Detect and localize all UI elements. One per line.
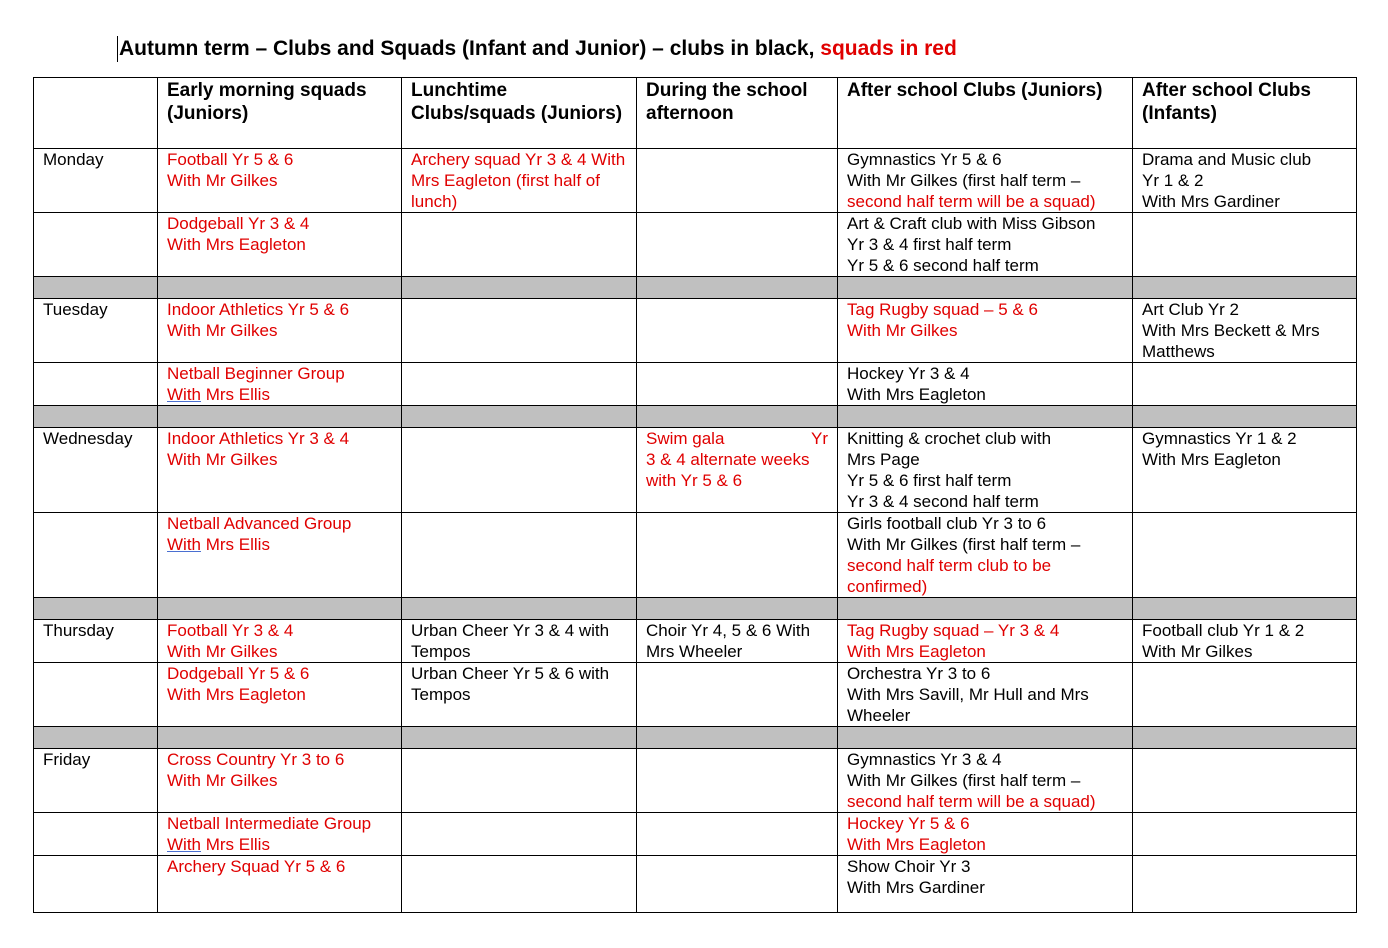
day-label: Friday bbox=[34, 749, 158, 813]
cell-lunch bbox=[402, 363, 637, 406]
cell-afternoon bbox=[637, 513, 838, 598]
page-title bbox=[117, 36, 957, 62]
cell-early: Dodgeball Yr 5 & 6 With Mrs Eagleton bbox=[158, 663, 402, 727]
cell-after-infants bbox=[1133, 213, 1357, 277]
cell-afternoon bbox=[637, 363, 838, 406]
cell-afternoon bbox=[637, 813, 838, 856]
cell-lunch: Urban Cheer Yr 5 & 6 with Tempos bbox=[402, 663, 637, 727]
cell-after-juniors: Show Choir Yr 3 With Mrs Gardiner bbox=[838, 856, 1133, 913]
day-label-empty bbox=[34, 213, 158, 277]
cell-after-infants bbox=[1133, 856, 1357, 913]
cell-early: Netball Intermediate Group With Mrs Ellis bbox=[158, 813, 402, 856]
day-label-empty bbox=[34, 663, 158, 727]
day-label: Monday bbox=[34, 149, 158, 213]
day-label: Wednesday bbox=[34, 428, 158, 513]
cell-lunch bbox=[402, 213, 637, 277]
cell-after-infants bbox=[1133, 813, 1357, 856]
cell-afternoon bbox=[637, 856, 838, 913]
separator-row bbox=[34, 598, 1357, 620]
cell-after-infants bbox=[1133, 513, 1357, 598]
cell-afternoon bbox=[637, 213, 838, 277]
header-early-morning: Early morning squads (Juniors) bbox=[158, 78, 402, 149]
cell-after-infants bbox=[1133, 749, 1357, 813]
cell-after-infants bbox=[1133, 363, 1357, 406]
title-black: Autumn term – Clubs and Squads (Infant and Junior) – clubs in black, bbox=[119, 37, 815, 60]
cell-lunch bbox=[402, 513, 637, 598]
cell-after-juniors: Gymnastics Yr 3 & 4 With Mr Gilkes (first half term – second half term will be a squad) bbox=[838, 749, 1133, 813]
header-after-school-juniors: After school Clubs (Juniors) bbox=[838, 78, 1133, 149]
cell-after-juniors: Knitting & crochet club with Mrs Page Yr 5 & 6 first half term Yr 3 & 4 second half term bbox=[838, 428, 1133, 513]
day-label-empty bbox=[34, 813, 158, 856]
day-label: Tuesday bbox=[34, 299, 158, 363]
separator-row bbox=[34, 406, 1357, 428]
table-row bbox=[34, 363, 1357, 406]
table-row bbox=[34, 513, 1357, 598]
cell-afternoon: Choir Yr 4, 5 & 6 With Mrs Wheeler bbox=[637, 620, 838, 663]
cell-afternoon bbox=[637, 749, 838, 813]
cell-after-juniors: Art & Craft club with Miss Gibson Yr 3 & 4 first half term Yr 5 & 6 second half term bbox=[838, 213, 1133, 277]
day-label-empty bbox=[34, 363, 158, 406]
table-row bbox=[34, 299, 1357, 363]
cell-early: Netball Beginner Group With Mrs Ellis bbox=[158, 363, 402, 406]
table-row bbox=[34, 663, 1357, 727]
cell-lunch bbox=[402, 856, 637, 913]
table-row bbox=[34, 813, 1357, 856]
table-row bbox=[34, 749, 1357, 813]
cell-after-juniors: Hockey Yr 3 & 4 With Mrs Eagleton bbox=[838, 363, 1133, 406]
cell-afternoon: Swim gala Yr 3 & 4 alternate weeks with Yr 5 & 6 bbox=[637, 428, 838, 513]
cell-after-infants bbox=[1133, 663, 1357, 727]
cell-after-juniors: Orchestra Yr 3 to 6 With Mrs Savill, Mr Hull and Mrs Wheeler bbox=[838, 663, 1133, 727]
cell-lunch bbox=[402, 428, 637, 513]
cell-early: Indoor Athletics Yr 3 & 4 With Mr Gilkes bbox=[158, 428, 402, 513]
cell-early: Indoor Athletics Yr 5 & 6 With Mr Gilkes bbox=[158, 299, 402, 363]
cell-early: Dodgeball Yr 3 & 4 With Mrs Eagleton bbox=[158, 213, 402, 277]
cell-after-infants: Football club Yr 1 & 2 With Mr Gilkes bbox=[1133, 620, 1357, 663]
day-label: Thursday bbox=[34, 620, 158, 663]
cell-afternoon bbox=[637, 299, 838, 363]
cell-after-infants: Drama and Music club Yr 1 & 2 With Mrs Gardiner bbox=[1133, 149, 1357, 213]
cell-after-juniors: Girls football club Yr 3 to 6 With Mr Gilkes (first half term – second half term club to be confirmed) bbox=[838, 513, 1133, 598]
header-cell-day bbox=[34, 78, 158, 149]
cell-early: Cross Country Yr 3 to 6 With Mr Gilkes bbox=[158, 749, 402, 813]
cell-early: Football Yr 5 & 6 With Mr Gilkes bbox=[158, 149, 402, 213]
table-row bbox=[34, 856, 1357, 913]
cell-after-juniors: Hockey Yr 5 & 6 With Mrs Eagleton bbox=[838, 813, 1133, 856]
table-row bbox=[34, 213, 1357, 277]
cell-early: Football Yr 3 & 4 With Mr Gilkes bbox=[158, 620, 402, 663]
cell-lunch bbox=[402, 749, 637, 813]
cell-early: Netball Advanced Group With Mrs Ellis bbox=[158, 513, 402, 598]
title-red: squads in red bbox=[820, 37, 957, 60]
table-row bbox=[34, 620, 1357, 663]
header-afternoon: During the school afternoon bbox=[637, 78, 838, 149]
cell-after-juniors: Gymnastics Yr 5 & 6 With Mr Gilkes (first half term – second half term will be a squad) bbox=[838, 149, 1133, 213]
cell-after-juniors: Tag Rugby squad – Yr 3 & 4 With Mrs Eagleton bbox=[838, 620, 1133, 663]
cell-lunch: Urban Cheer Yr 3 & 4 with Tempos bbox=[402, 620, 637, 663]
separator-row bbox=[34, 727, 1357, 749]
cell-lunch bbox=[402, 299, 637, 363]
cell-lunch bbox=[402, 813, 637, 856]
timetable bbox=[33, 77, 1357, 913]
header-row bbox=[34, 78, 1357, 149]
cell-after-juniors: Tag Rugby squad – 5 & 6 With Mr Gilkes bbox=[838, 299, 1133, 363]
cell-lunch: Archery squad Yr 3 & 4 With Mrs Eagleton (first half of lunch) bbox=[402, 149, 637, 213]
cell-afternoon bbox=[637, 149, 838, 213]
separator-row bbox=[34, 277, 1357, 299]
cell-early: Archery Squad Yr 5 & 6 bbox=[158, 856, 402, 913]
cell-afternoon bbox=[637, 663, 838, 727]
table-row bbox=[34, 149, 1357, 213]
cell-after-infants: Art Club Yr 2 With Mrs Beckett & Mrs Matthews bbox=[1133, 299, 1357, 363]
header-lunchtime: Lunchtime Clubs/squads (Juniors) bbox=[402, 78, 637, 149]
cell-after-infants: Gymnastics Yr 1 & 2 With Mrs Eagleton bbox=[1133, 428, 1357, 513]
day-label-empty bbox=[34, 856, 158, 913]
header-after-school-infants: After school Clubs (Infants) bbox=[1133, 78, 1357, 149]
day-label-empty bbox=[34, 513, 158, 598]
table-row bbox=[34, 428, 1357, 513]
